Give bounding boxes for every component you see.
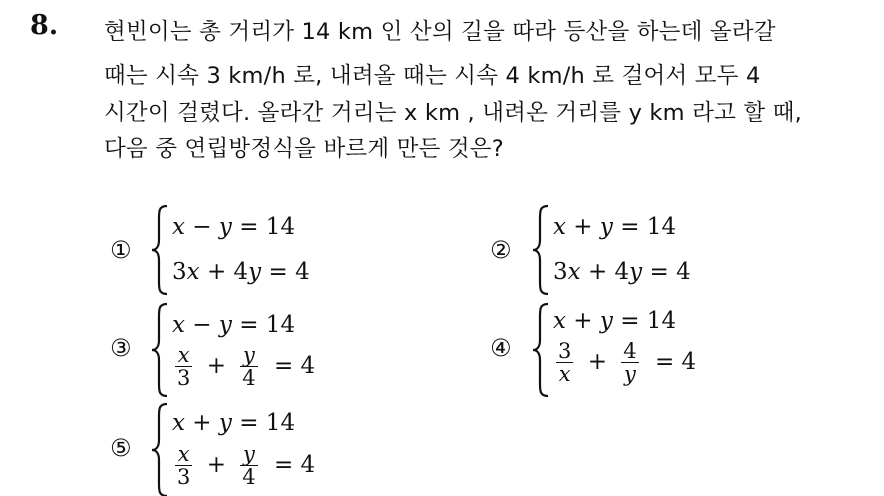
brace-icon — [150, 402, 170, 496]
equation-2: 3x + 4y = 4 — [172, 259, 310, 285]
fraction-x-over-3: $\frac{x}{3}$ — [177, 442, 191, 489]
brace-icon — [531, 302, 551, 398]
question-line-3: 시간이 걸렸다. 올라간 거리는 x km , 내려온 거리를 y km 라고 할 때, — [104, 100, 802, 126]
equation-2: $\frac{x}{3}$ + $\frac{y}{4}$ = 4 — [177, 442, 316, 489]
equation-1: x + y = 14 — [553, 308, 677, 334]
equation-1: x + y = 14 — [172, 410, 296, 436]
question-line-4: 다음 중 연립방정식을 바르게 만든 것은? — [104, 136, 504, 162]
equation-2: $\frac{x}{3}$ + $\frac{y}{4}$ = 4 — [177, 343, 316, 390]
question-number: 8. — [30, 10, 59, 41]
fraction-y-over-4: $\frac{y}{4}$ — [242, 343, 256, 390]
fraction-x-over-3: $\frac{x}{3}$ — [177, 343, 191, 390]
equation-1: x + y = 14 — [553, 214, 677, 240]
choice-label: ④ — [490, 334, 512, 362]
equation-2: $\frac{3}{x}$ + $\frac{4}{y}$ = 4 — [558, 339, 697, 386]
fraction-4-over-y: $\frac{4}{y}$ — [623, 339, 637, 386]
equation-1: x − y = 14 — [172, 214, 296, 240]
choice-label: ② — [490, 236, 512, 264]
fraction-y-over-4: $\frac{y}{4}$ — [242, 442, 256, 489]
brace-icon — [531, 204, 551, 296]
choice-label: ⑤ — [110, 434, 132, 462]
brace-icon — [150, 204, 170, 296]
choice-label: ③ — [110, 334, 132, 362]
question-line-1: 현빈이는 총 거리가 14 km 인 산의 길을 따라 등산을 하는데 올라갈 — [104, 19, 776, 45]
fraction-3-over-x: $\frac{3}{x}$ — [558, 339, 572, 386]
brace-icon — [150, 302, 170, 398]
choice-label: ① — [110, 236, 132, 264]
question-line-2: 때는 시속 3 km/h 로, 내려올 때는 시속 4 km/h 로 걸어서 모두 4 — [104, 63, 761, 89]
equation-1: x − y = 14 — [172, 312, 296, 338]
equation-2: 3x + 4y = 4 — [553, 259, 691, 285]
